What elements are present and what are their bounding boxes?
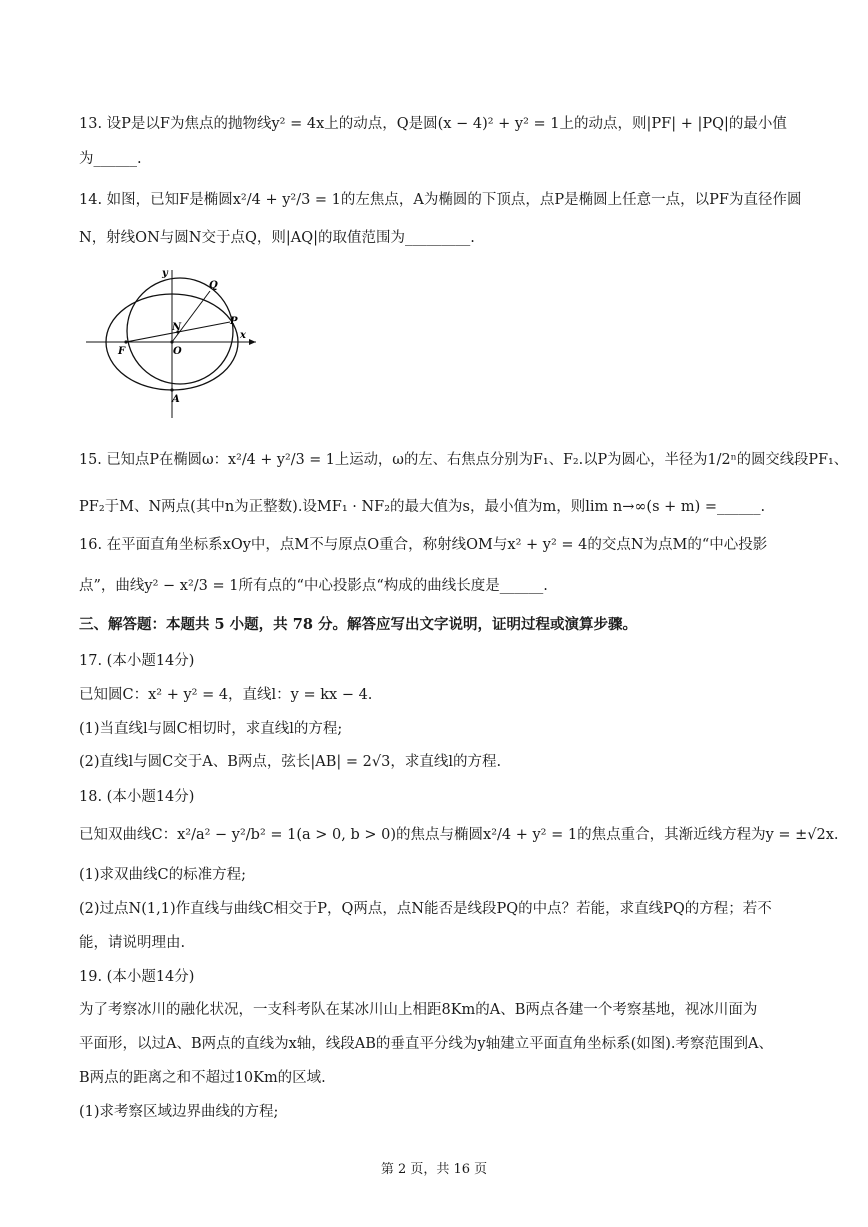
- question-13-line-1: 13. 设P是以F为焦点的抛物线y² = 4x上的动点，Q是圆(x − 4)² + y² = 1上的动点，则|PF| + |PQ|的最小值: [79, 116, 787, 132]
- question-17-line-3: (2)直线l与圆C交于A、B两点，弦长|AB| = 2√3，求直线l的方程.: [79, 754, 502, 770]
- question-18-line-3: (2)过点N(1,1)作直线与曲线C相交于P，Q两点，点N能否是线段PQ的中点？若能，求直线PQ的方程；若不: [79, 901, 772, 917]
- label-o: O: [173, 346, 182, 357]
- question-15-line-2: PF₂于M、N两点(其中n为正整数).设MF₁ · NF₂的最大值为s，最小值为m，则lim n→∞(s + m) =______.: [79, 499, 766, 515]
- question-17-heading: 17. (本小题14分): [79, 653, 195, 669]
- label-a: A: [172, 394, 180, 405]
- label-p: P: [230, 316, 238, 327]
- question-16-line-2: 点”，曲线y² − x²/3 = 1所有点的“中心投影点“构成的曲线长度是______.: [79, 578, 548, 594]
- label-n: N: [172, 322, 182, 333]
- ellipse-circle-figure: [86, 262, 261, 422]
- page-footer: 第 2 页，共 16 页: [380, 1162, 488, 1177]
- label-y: y: [162, 268, 168, 279]
- label-x: x: [240, 330, 246, 341]
- question-18-line-4: 能，请说明理由.: [79, 935, 186, 951]
- label-q: Q: [209, 280, 218, 291]
- question-14-line-1: 14. 如图，已知F是椭圆x²/4 + y²/3 = 1的左焦点，A为椭圆的下顶点，点P是椭圆上任意一点，以PF为直径作圆: [79, 192, 802, 208]
- question-18-line-2: (1)求双曲线C的标准方程;: [79, 867, 247, 883]
- question-14-line-2: N，射线ON与圆N交于点Q，则|AQ|的取值范围为_________.: [79, 230, 475, 246]
- question-18-heading: 18. (本小题14分): [79, 789, 195, 805]
- question-19-line-4: (1)求考察区域边界曲线的方程;: [79, 1104, 279, 1120]
- question-16-line-1: 16. 在平面直角坐标系xOy中，点M不与原点O重合，称射线OM与x² + y² = 4的交点N为点M的“中心投影: [79, 537, 768, 553]
- label-f: F: [118, 346, 126, 357]
- question-19-line-3: B两点的距离之和不超过10Km的区域.: [79, 1070, 326, 1086]
- question-15-line-1: 15. 已知点P在椭圆ω：x²/4 + y²/3 = 1上运动，ω的左、右焦点分别为F₁、F₂.以P为圆心，半径为1/2ⁿ的圆交线段PF₁、: [79, 452, 849, 468]
- question-19-line-1: 为了考察冰川的融化状况，一支科考队在某冰川山上相距8Km的A、B两点各建一个考察基地，视冰川面为: [79, 1002, 758, 1018]
- question-13-line-2: 为______.: [79, 151, 142, 167]
- question-18-line-1: 已知双曲线C：x²/a² − y²/b² = 1(a > 0, b > 0)的焦点与椭圆x²/4 + y² = 1的焦点重合，其渐近线方程为y = ±√2x.: [79, 827, 839, 843]
- question-17-line-2: (1)当直线l与圆C相切时，求直线l的方程;: [79, 721, 343, 737]
- question-19-heading: 19. (本小题14分): [79, 969, 195, 985]
- question-17-line-1: 已知圆C：x² + y² = 4，直线l：y = kx − 4.: [79, 687, 373, 703]
- section-heading: 三、解答题：本题共 5 小题，共 78 分。解答应写出文字说明，证明过程或演算步骤。: [79, 616, 637, 633]
- question-19-line-2: 平面形，以过A、B两点的直线为x轴，线段AB的垂直平分线为y轴建立平面直角坐标系(如图).考察范围到A、: [79, 1036, 774, 1052]
